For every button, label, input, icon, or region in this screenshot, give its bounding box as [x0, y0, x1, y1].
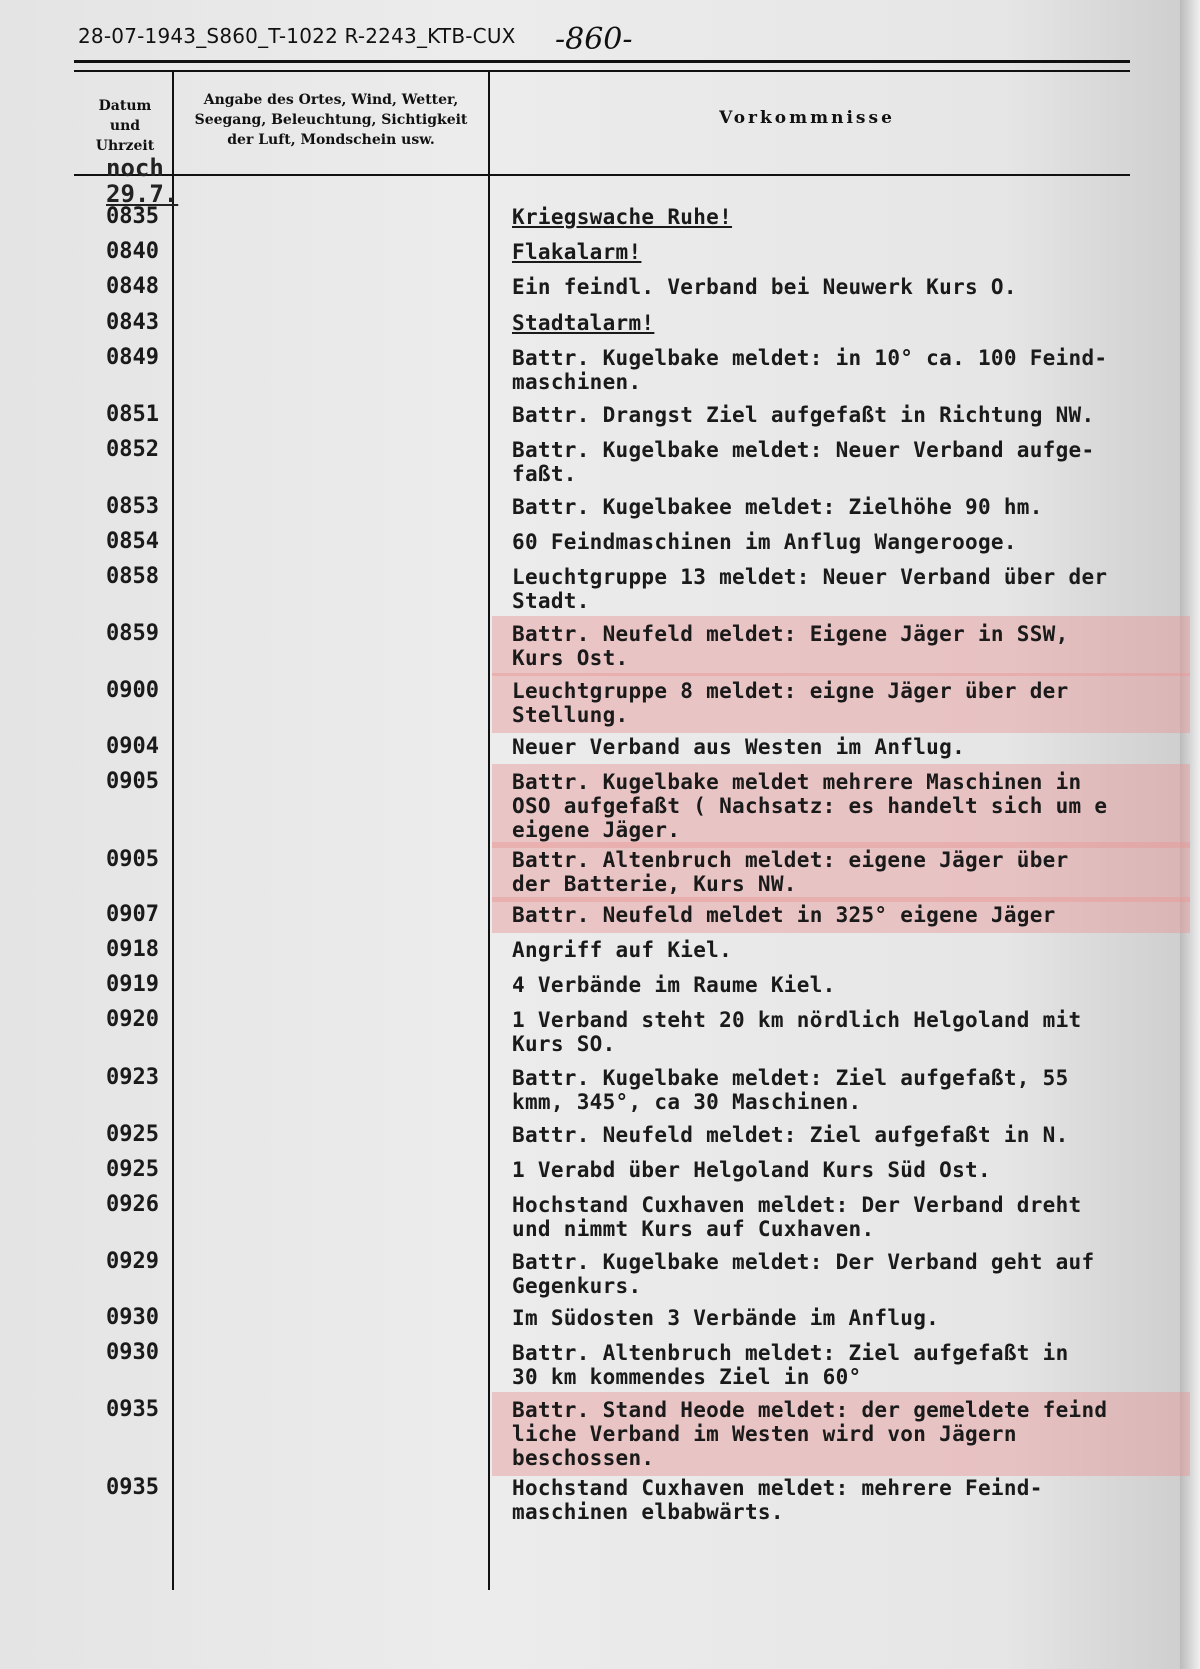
entry-text-line: 60 Feindmaschinen im Anflug Wangerooge. [512, 530, 1017, 554]
entry-text-line: Hochstand Cuxhaven meldet: mehrere Feind- [512, 1476, 1043, 1500]
entry-text-line: Gegenkurs. [512, 1274, 642, 1298]
entry-text-line: 30 km kommendes Ziel in 60° [512, 1365, 862, 1389]
entry-time: 0840 [106, 239, 159, 264]
entry-text-line: Kurs Ost. [512, 646, 629, 670]
entry-text-line: Ein feindl. Verband bei Neuwerk Kurs O. [512, 275, 1017, 299]
entry-text-line: und nimmt Kurs auf Cuxhaven. [512, 1217, 875, 1241]
entry-time: 0925 [106, 1122, 159, 1147]
column-divider-2 [488, 70, 490, 1590]
entry-time: 0859 [106, 621, 159, 646]
place-header-line: Seegang, Beleuchtung, Sichtigkeit [194, 112, 468, 128]
entry-text-line: Angriff auf Kiel. [512, 938, 733, 962]
entry-time: 0848 [106, 274, 159, 299]
events-column-header: Vorkommnisse [719, 108, 895, 128]
entry-text-line: Flakalarm! [512, 240, 642, 264]
entry-text-line: Stellung. [512, 703, 629, 727]
entry-text-line: Battr. Kugelbake meldet mehrere Maschinen in [512, 770, 1082, 794]
entry-time: 0853 [106, 494, 159, 519]
entry-text-line: Kriegswache Ruhe! [512, 205, 733, 229]
entry-text-line: Battr. Stand Heode meldet: der gemeldete feind [512, 1398, 1108, 1422]
date-header-line: und [109, 118, 141, 134]
entry-text-line: Battr. Drangst Ziel aufgefaßt in Richtung NW. [512, 403, 1095, 427]
place-header-line: Angabe des Ortes, Wind, Wetter, [203, 92, 459, 108]
date-column-header [80, 96, 170, 156]
entry-time: 0919 [106, 972, 159, 997]
entry-text-line: liche Verband im Westen wird von Jägern [512, 1422, 1017, 1446]
entry-text-line: Hochstand Cuxhaven meldet: Der Verband dreht [512, 1193, 1082, 1217]
entry-text-line: Battr. Neufeld meldet in 325° eigene Jäger [512, 903, 1056, 927]
date-header-line: Uhrzeit [95, 138, 155, 154]
entry-text-line: Leuchtgruppe 8 meldet: eigne Jäger über der [512, 679, 1069, 703]
entry-time: 0930 [106, 1305, 159, 1330]
entry-text-line: Im Südosten 3 Verbände im Anflug. [512, 1306, 940, 1330]
entry-time: 0907 [106, 902, 159, 927]
entry-text-line: Stadtalarm! [512, 311, 655, 335]
entry-text-line: maschinen elbabwärts. [512, 1500, 784, 1524]
header-bottom-rule [74, 174, 1130, 176]
entry-text-line: 4 Verbände im Raume Kiel. [512, 973, 836, 997]
place-column-header [176, 90, 486, 150]
entry-text-line: kmm, 345°, ca 30 Maschinen. [512, 1090, 862, 1114]
entry-text-line: faßt. [512, 462, 577, 486]
entry-time: 0926 [106, 1192, 159, 1217]
entry-text-line: OSO aufgefaßt ( Nachsatz: es handelt sich um e [512, 794, 1108, 818]
date-header-line: Datum [98, 98, 152, 114]
entry-text-line: Battr. Altenbruch meldet: eigene Jäger über [512, 848, 1069, 872]
entry-text-line: maschinen. [512, 370, 642, 394]
entry-time: 0930 [106, 1340, 159, 1365]
entry-text-line: Battr. Kugelbake meldet: Der Verband geht auf [512, 1250, 1095, 1274]
place-header-line: der Luft, Mondschein usw. [227, 132, 435, 148]
entry-text-line: Kurs SO. [512, 1032, 616, 1056]
entry-time: 0935 [106, 1397, 159, 1422]
document-reference: 28-07-1943_S860_T-1022 R-2243_KTB-CUX [78, 24, 516, 48]
column-divider-1 [172, 70, 174, 1590]
entry-time: 0905 [106, 847, 159, 872]
entry-time: 0835 [106, 204, 159, 229]
entry-time: 0920 [106, 1007, 159, 1032]
entry-text-line: 1 Verband steht 20 km nördlich Helgoland mit [512, 1008, 1082, 1032]
entry-text-line: Stadt. [512, 589, 590, 613]
header-rule [74, 70, 1130, 72]
page-number: -860- [555, 22, 633, 57]
continuation-date: 29.7. [106, 180, 179, 208]
entry-text-line: der Batterie, Kurs NW. [512, 872, 797, 896]
entry-time: 0843 [106, 310, 159, 335]
entry-time: 0858 [106, 564, 159, 589]
entry-text-line: Battr. Kugelbake meldet: Neuer Verband aufge- [512, 438, 1095, 462]
entry-text-line: beschossen. [512, 1446, 655, 1470]
entry-text-line: Neuer Verband aus Westen im Anflug. [512, 735, 966, 759]
entry-text-line: Battr. Kugelbake meldet: in 10° ca. 100 Feind- [512, 346, 1108, 370]
entry-time: 0854 [106, 529, 159, 554]
top-rule [74, 60, 1130, 63]
entry-text-line: 1 Verabd über Helgoland Kurs Süd Ost. [512, 1158, 991, 1182]
entry-time: 0925 [106, 1157, 159, 1182]
entry-time: 0935 [106, 1475, 159, 1500]
continuation-noch: noch [106, 154, 164, 182]
entry-text-line: eigene Jäger. [512, 818, 681, 842]
entry-text-line: Battr. Neufeld meldet: Ziel aufgefaßt in N. [512, 1123, 1069, 1147]
entry-time: 0905 [106, 769, 159, 794]
entry-time: 0904 [106, 734, 159, 759]
entry-time: 0918 [106, 937, 159, 962]
entry-time: 0851 [106, 402, 159, 427]
entry-time: 0849 [106, 345, 159, 370]
entry-text-line: Battr. Neufeld meldet: Eigene Jäger in SSW, [512, 622, 1069, 646]
entry-time: 0923 [106, 1065, 159, 1090]
entry-time: 0852 [106, 437, 159, 462]
entry-time: 0900 [106, 678, 159, 703]
entry-text-line: Battr. Kugelbakee meldet: Zielhöhe 90 hm. [512, 495, 1043, 519]
entry-time: 0929 [106, 1249, 159, 1274]
entry-text-line: Battr. Altenbruch meldet: Ziel aufgefaßt in [512, 1341, 1069, 1365]
entry-text-line: Leuchtgruppe 13 meldet: Neuer Verband über der [512, 565, 1108, 589]
entry-text-line: Battr. Kugelbake meldet: Ziel aufgefaßt, 55 [512, 1066, 1069, 1090]
